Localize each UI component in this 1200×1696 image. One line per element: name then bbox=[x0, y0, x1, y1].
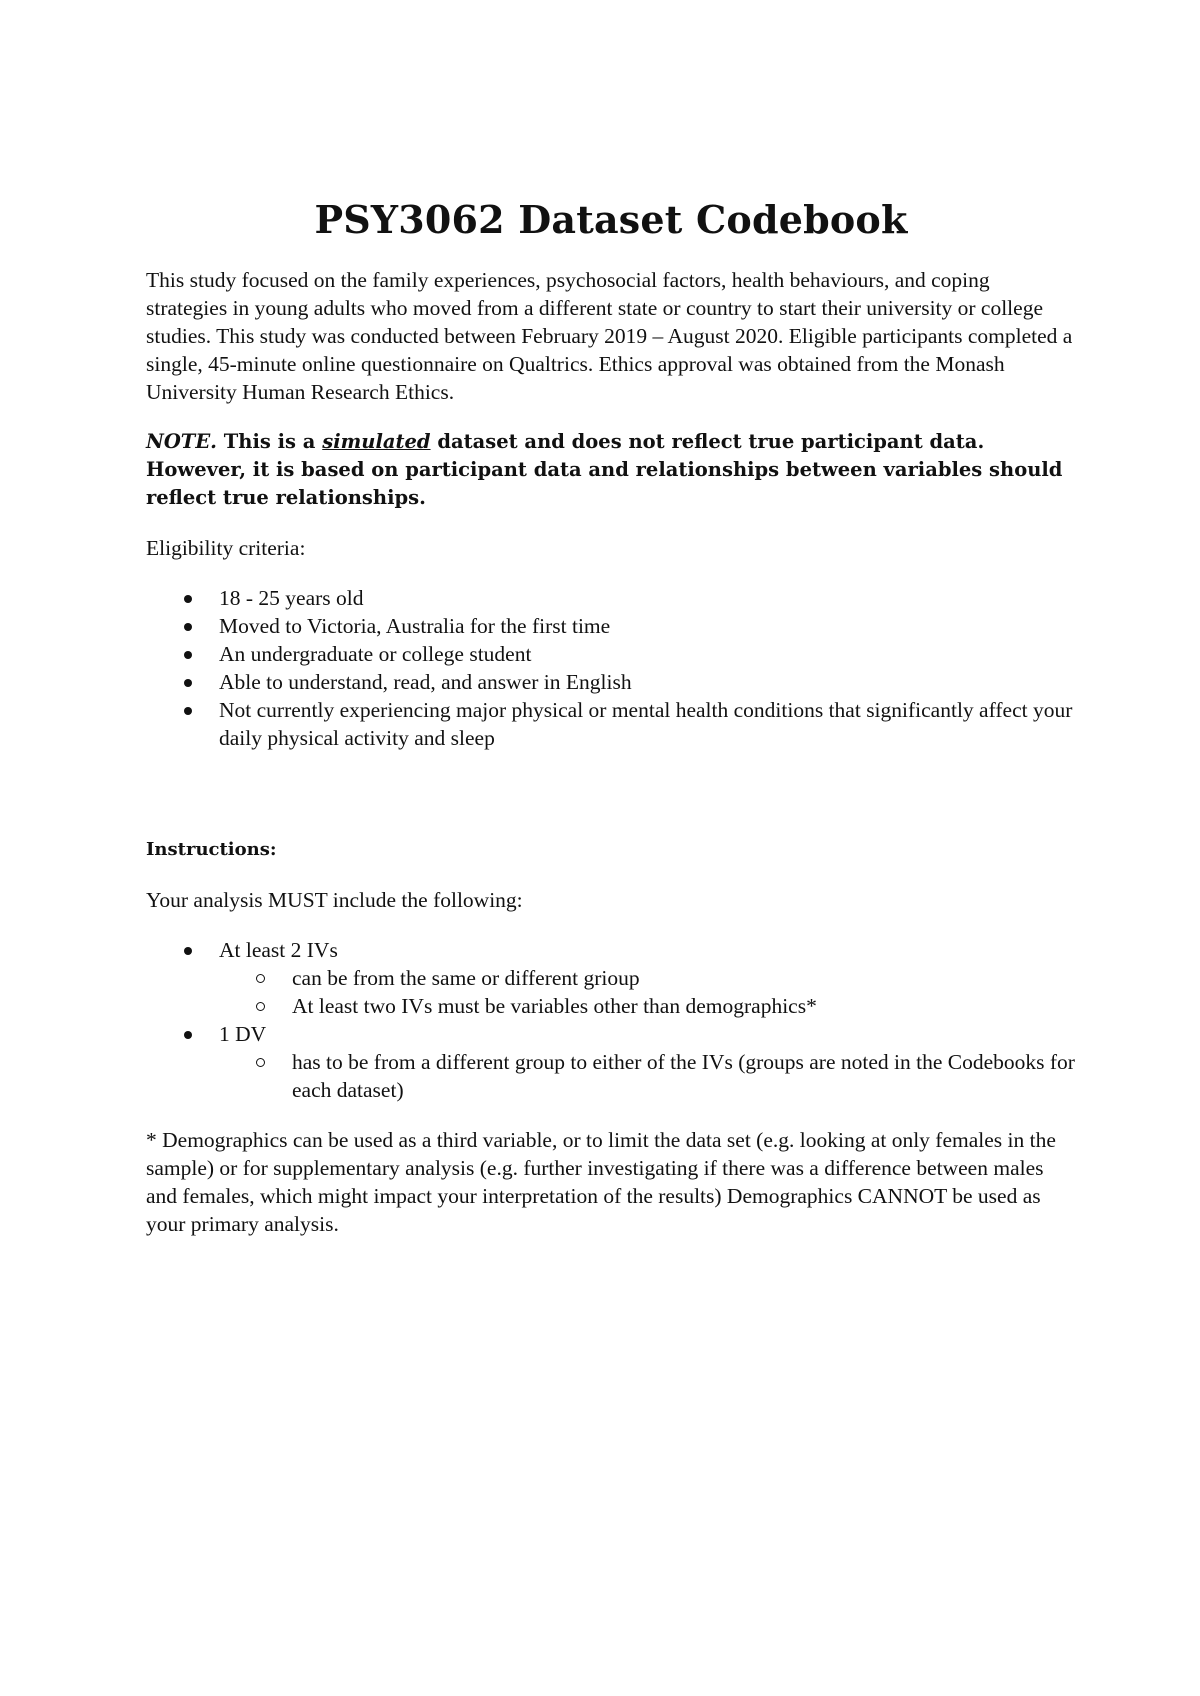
list-item-text: An undergraduate or college student bbox=[219, 642, 532, 666]
list-item bbox=[146, 696, 1076, 752]
sub-list-item-text: has to be from a different group to either of the IVs (groups are noted in the Codebooks for each dataset) bbox=[292, 1050, 1075, 1102]
list-item-text: Not currently experiencing major physical or mental health conditions that significantly affect your daily physical activity and sleep bbox=[219, 698, 1073, 750]
circle-bullet-icon bbox=[256, 1058, 265, 1067]
bullet-icon bbox=[184, 947, 192, 955]
sub-list-item-text: At least two IVs must be variables other than demographics* bbox=[292, 994, 817, 1018]
circle-bullet-icon bbox=[256, 974, 265, 983]
list-item bbox=[146, 668, 1076, 696]
list-item-text: At least 2 IVs bbox=[219, 938, 338, 962]
list-item-text: Able to understand, read, and answer in English bbox=[219, 670, 632, 694]
sub-list-item-text: can be from the same or different grioup bbox=[292, 966, 640, 990]
bullet-icon bbox=[184, 1031, 192, 1039]
list-item bbox=[146, 1020, 1076, 1048]
note-label: NOTE. bbox=[146, 430, 217, 453]
analysis-label: Your analysis MUST include the following: bbox=[146, 888, 523, 912]
page-title: PSY3062 Dataset Codebook bbox=[314, 197, 908, 242]
list-item bbox=[146, 612, 1076, 640]
intro-paragraph: This study focused on the family experiences, psychosocial factors, health behaviours, and coping strategies in young adults who moved from a different state or country to start their university or college studies. This study was conducted between February 2019 – August 2020. Eligible participants completed a single, 45-minute online questionnaire on Qualtrics. Ethics approval was obtained from the Monash University Human Research Ethics. bbox=[146, 268, 1073, 404]
list-item-text: 1 DV bbox=[219, 1022, 267, 1046]
bullet-icon bbox=[184, 679, 192, 687]
sub-list-item bbox=[219, 992, 1076, 1020]
instructions-heading: Instructions: bbox=[146, 839, 277, 860]
sub-list bbox=[146, 964, 1076, 1020]
bullet-icon bbox=[184, 707, 192, 715]
sub-list-item bbox=[219, 1048, 1076, 1104]
sub-list-item bbox=[219, 964, 1076, 992]
note-paragraph bbox=[146, 428, 1076, 512]
bullet-icon bbox=[184, 623, 192, 631]
note-text-after: dataset and does not reflect true participant data. However, it is based on participant data and relationships between variables should reflect true relationships. bbox=[146, 430, 1063, 509]
list-item-text: Moved to Victoria, Australia for the first time bbox=[219, 614, 611, 638]
list-item bbox=[146, 584, 1076, 612]
note-text-before: This is a bbox=[216, 430, 323, 453]
eligibility-list bbox=[146, 584, 1076, 752]
note-emphasis: simulated bbox=[322, 430, 431, 453]
list-item-text: 18 - 25 years old bbox=[219, 586, 364, 610]
document-content bbox=[146, 196, 1076, 1238]
footnote-paragraph: * Demographics can be used as a third variable, or to limit the data set (e.g. looking at only females in the sample) or for supplementary analysis (e.g. further investigating if there was a difference between males and females, which might impact your interpretation of the results) Demographics CANNOT be used as your primary analysis. bbox=[146, 1128, 1056, 1236]
bullet-icon bbox=[184, 595, 192, 603]
bullet-icon bbox=[184, 651, 192, 659]
list-item bbox=[146, 936, 1076, 964]
circle-bullet-icon bbox=[256, 1002, 265, 1011]
sub-list bbox=[146, 1048, 1076, 1104]
requirements-list bbox=[146, 1020, 1076, 1048]
list-item bbox=[146, 640, 1076, 668]
eligibility-label: Eligibility criteria: bbox=[146, 536, 306, 560]
requirements-list bbox=[146, 936, 1076, 964]
